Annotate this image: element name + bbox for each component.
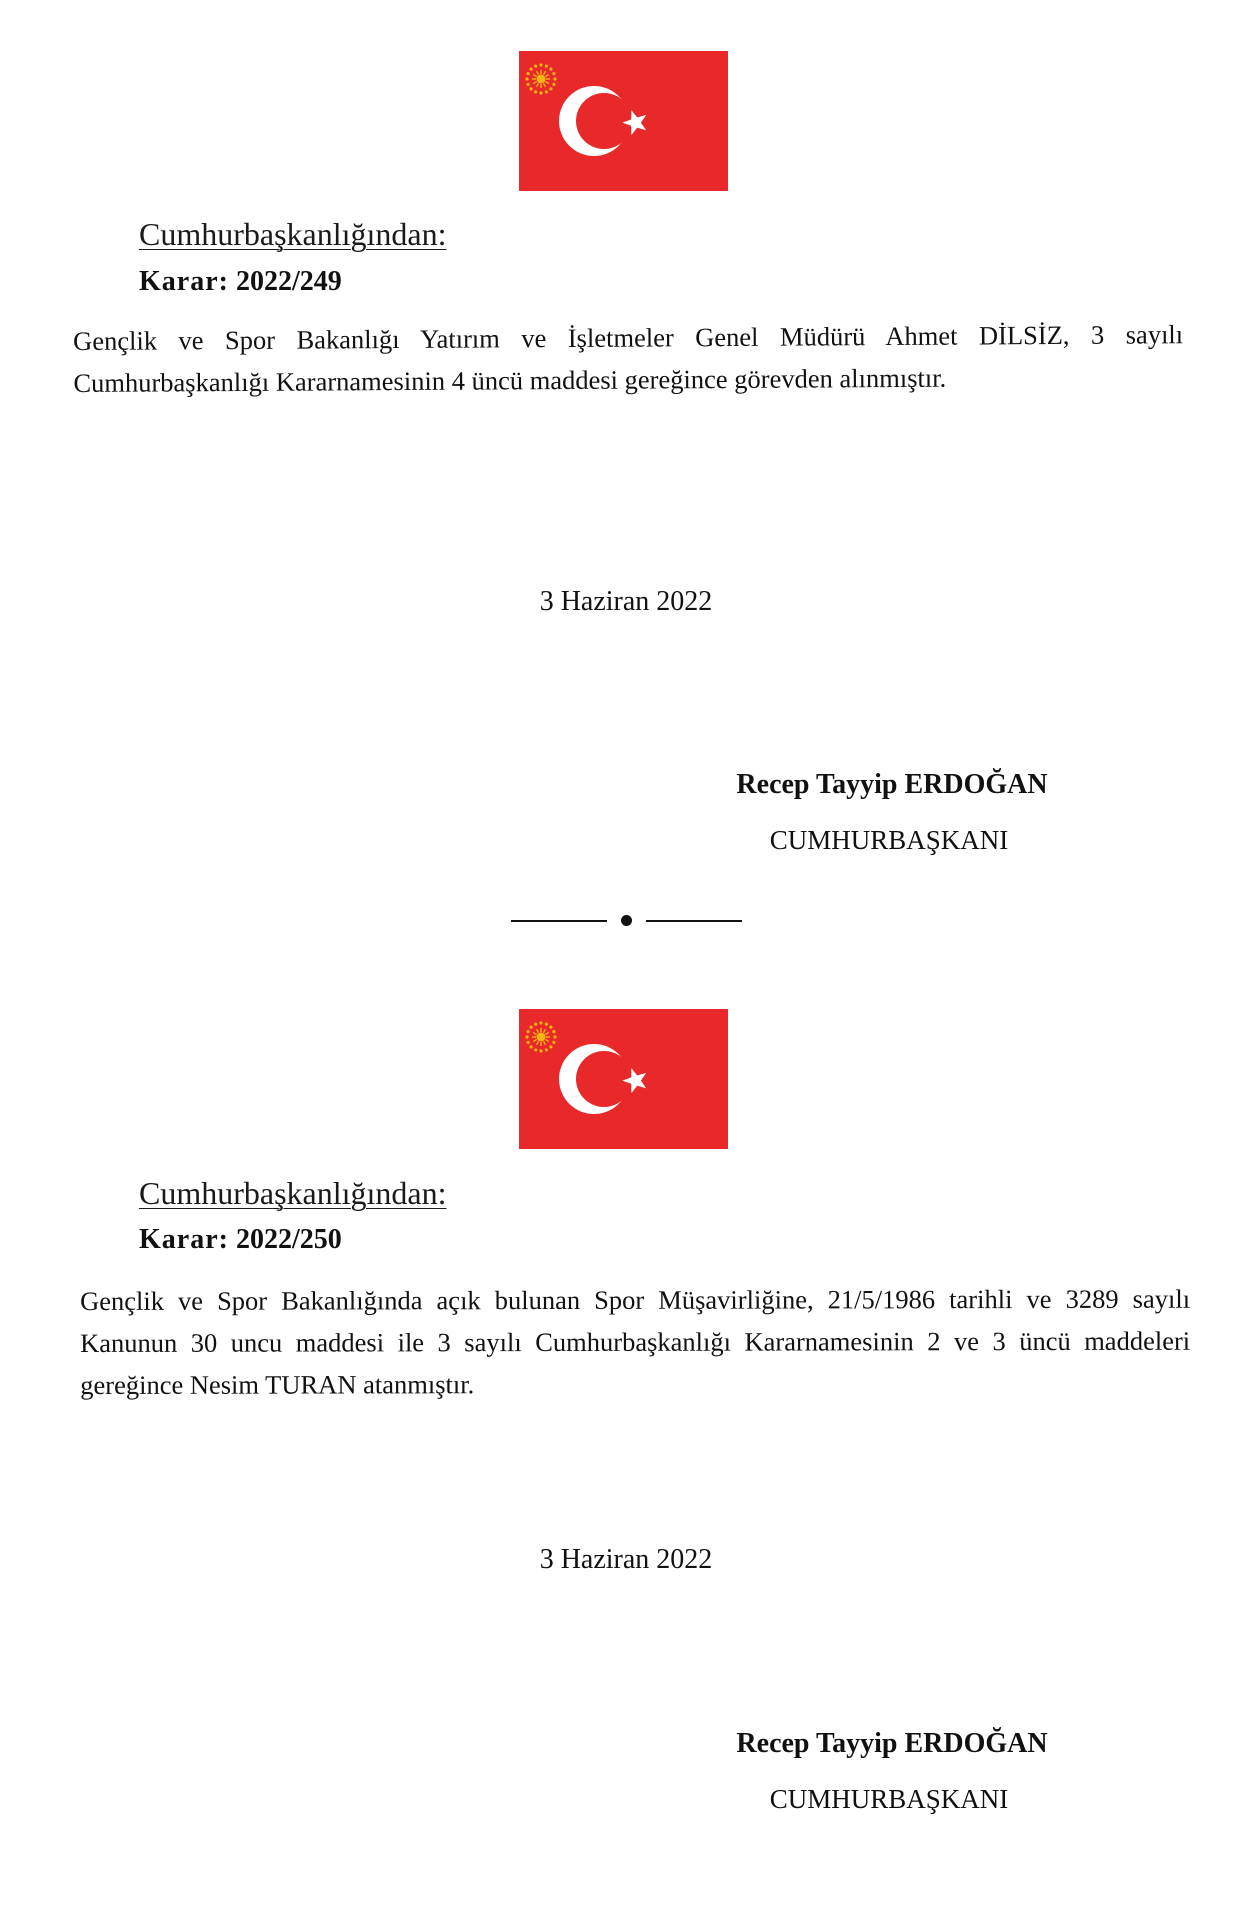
flag-emblem-icon [519,51,728,191]
decree-body: Gençlik ve Spor Bakanlığında açık bulunan Spor Müşavirliğine, 21/5/1986 tarihli ve 3289 sayılı Kanunun 30 uncu maddesi ile 3 sayılı Cumhurbaşkanlığı Kararnamesinin 2 ve 3 üncü maddeleri gereğince Nesim TURAN atanmıştır. [80,1283,1191,1400]
decree-body: Gençlik ve Spor Bakanlığı Yatırım ve İşletmeler Genel Müdürü Ahmet DİLSİZ, 3 sayılı Cumhurbaşkanlığı Kararnamesinin 4 üncü maddesi gereğince görevden alınmıştır. [73,319,1184,398]
decree-date: 3 Haziran 2022 [539,1544,713,1575]
signer-title: CUMHURBAŞKANI [769,825,1009,855]
decision-value: 2022/250 [235,1224,342,1255]
decision-value: 2022/249 [235,266,342,297]
presidential-flag [519,1009,728,1149]
decision-number [139,266,342,298]
decree-date: 3 Haziran 2022 [539,586,713,617]
decision-label: Karar: [139,1224,229,1255]
signer-name: Recep Tayyip ERDOĞAN [736,1728,1048,1759]
signer-title: CUMHURBAŞKANI [769,1784,1009,1814]
issuer-heading: Cumhurbaşkanlığından: [139,1175,447,1211]
bullet-dot-icon [621,915,632,926]
decision-label: Karar: [139,266,229,297]
separator-line [646,920,742,922]
separator-line [511,920,607,922]
signer-name: Recep Tayyip ERDOĞAN [736,769,1048,800]
flag-emblem-icon [519,1009,728,1149]
presidential-flag [519,51,728,191]
issuer-heading: Cumhurbaşkanlığından: [139,216,447,252]
decree-separator [0,915,1252,926]
decision-number [139,1224,342,1256]
